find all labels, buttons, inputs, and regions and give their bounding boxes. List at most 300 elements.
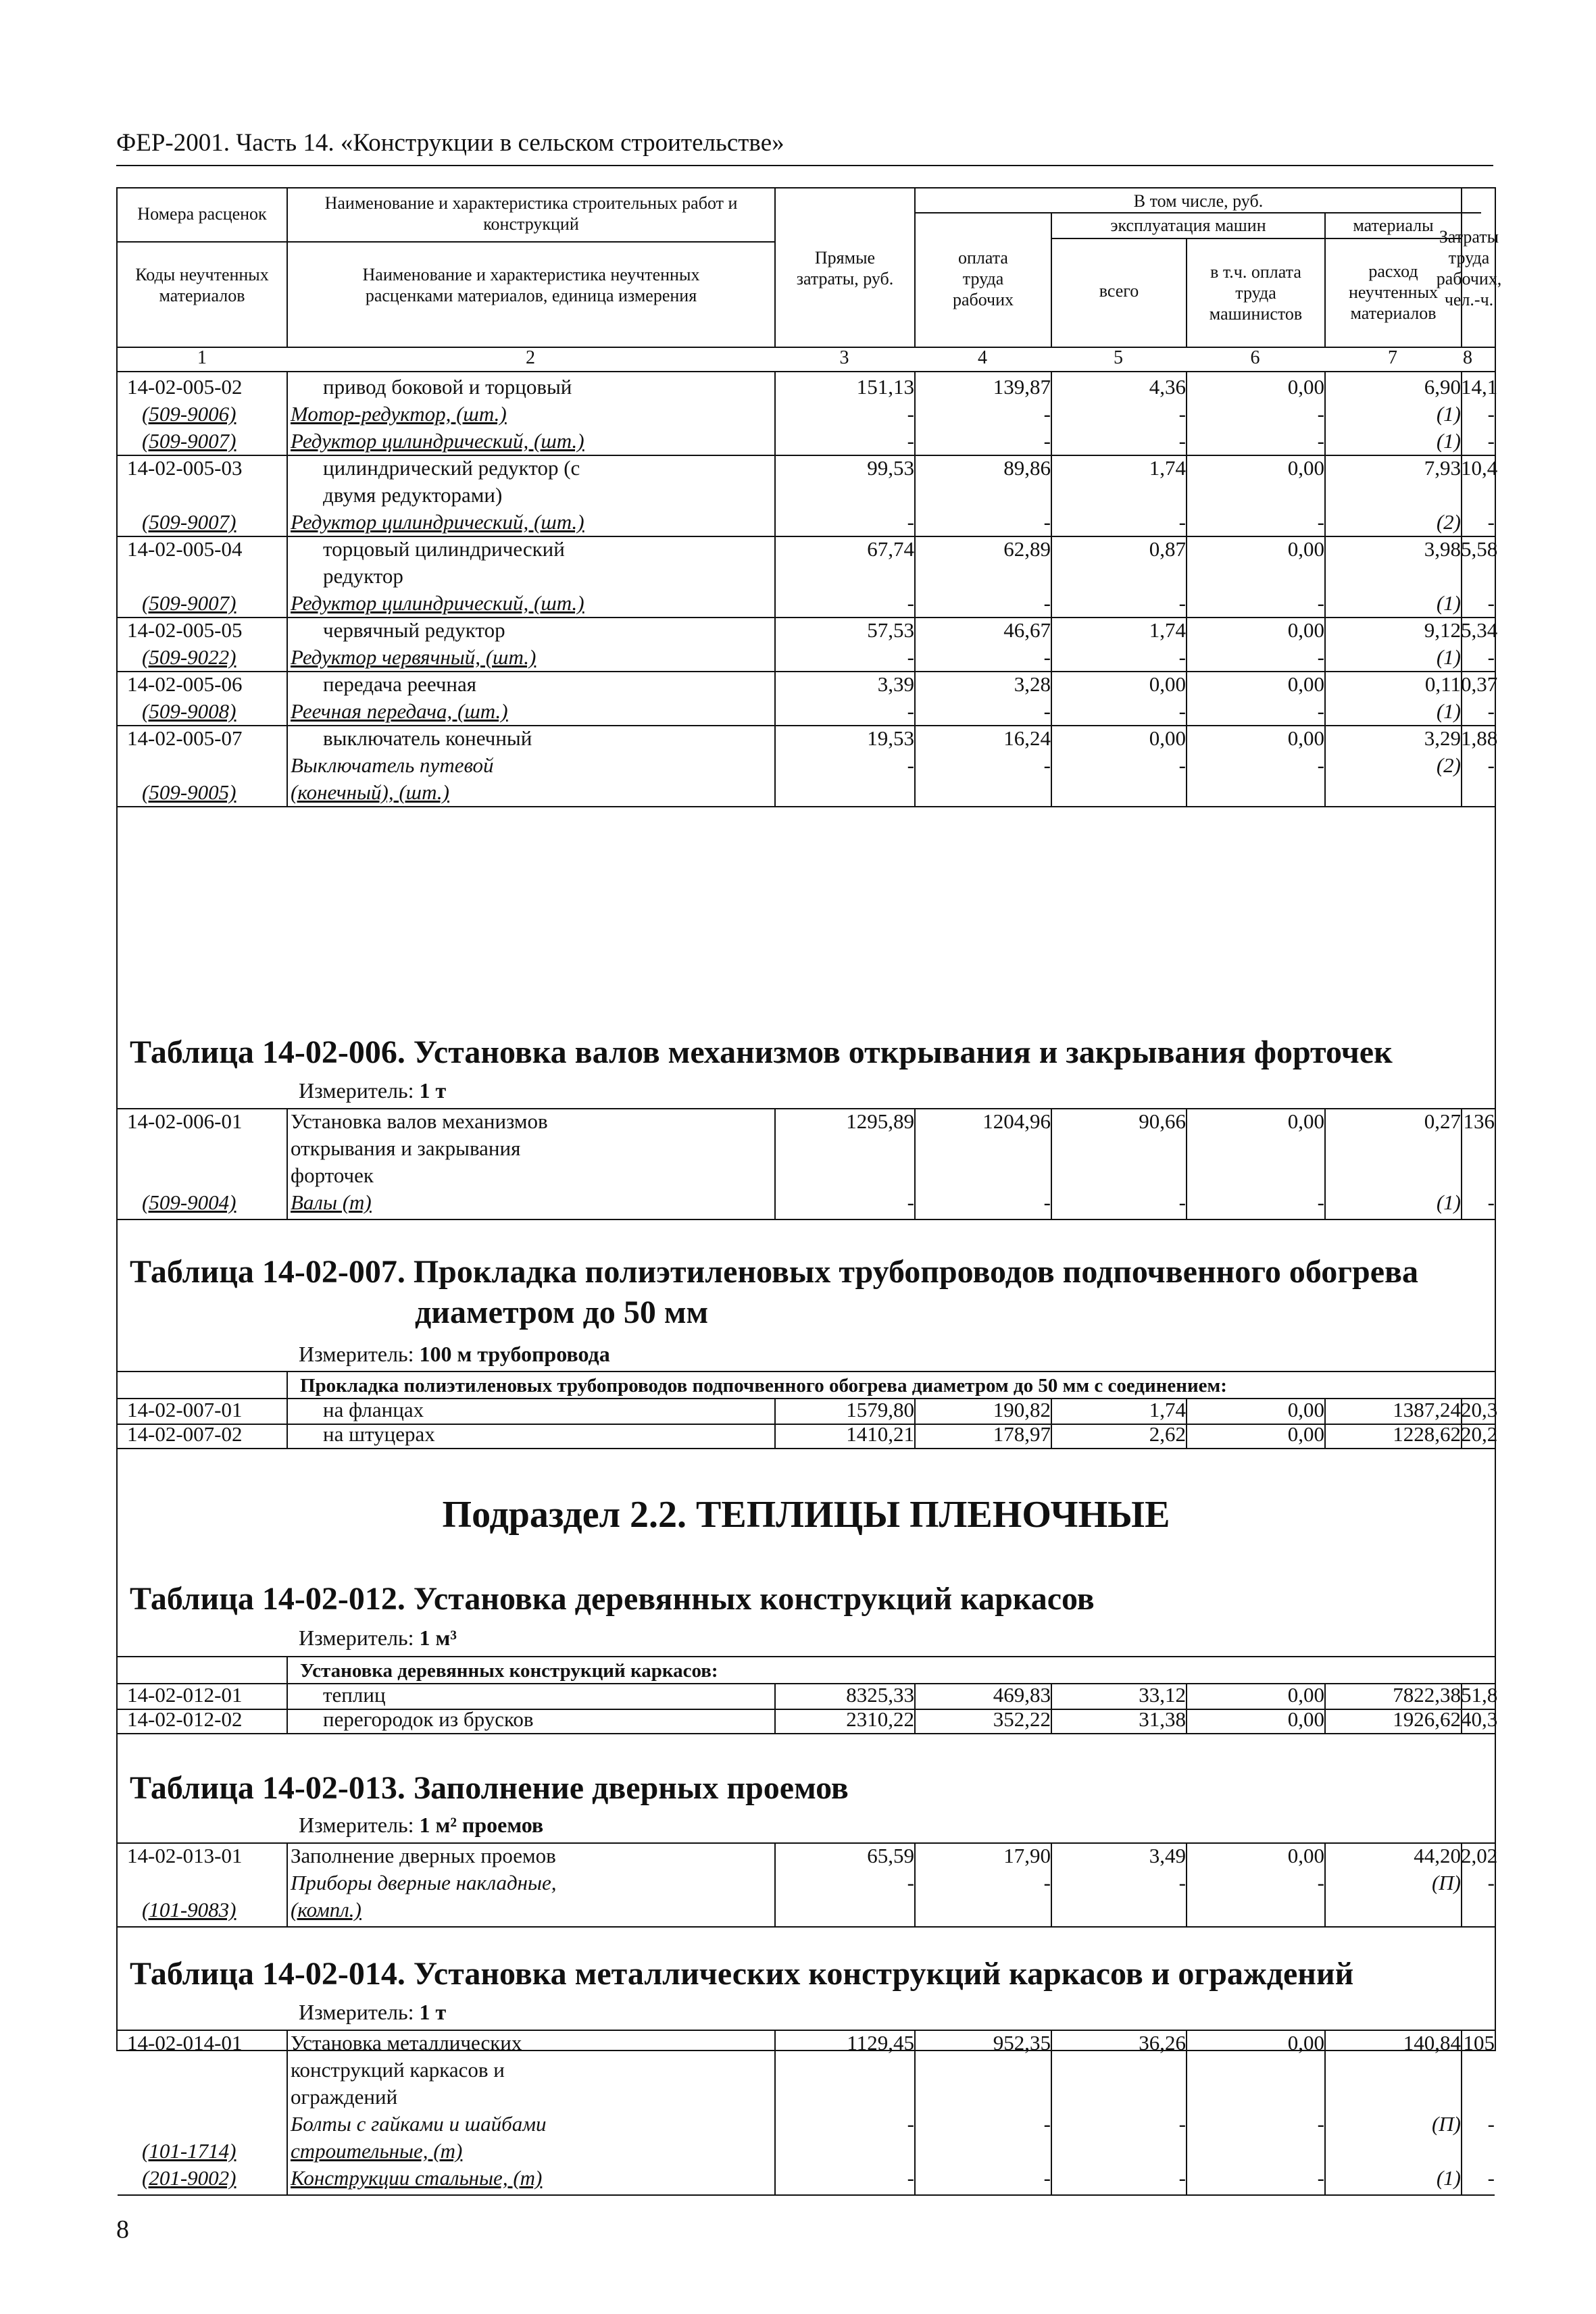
column-rule: [1324, 1684, 1326, 1733]
value-cell: 19,53: [867, 726, 914, 750]
work-name: привод боковой и торцовый: [323, 375, 572, 399]
column-rule: [774, 1108, 776, 1219]
column-rule: [1461, 1108, 1462, 1219]
material-name: (компл.): [291, 1898, 361, 1921]
row-rule: [118, 1448, 1495, 1449]
table-013-title: Таблица 14-02-013. Заполнение дверных проемов: [130, 1770, 849, 1806]
value-cell: 136: [1463, 1109, 1495, 1133]
work-name: форточек: [291, 1163, 374, 1187]
table-014-meter: [299, 2000, 446, 2025]
value-cell: 1295,89: [846, 1109, 914, 1133]
material-code: (509-9008): [142, 699, 236, 723]
material-code: (509-9004): [142, 1190, 236, 1214]
row-rule: [118, 2194, 1495, 2196]
column-rule: [286, 1108, 288, 1219]
header-machines: эксплуатация машин: [1110, 215, 1266, 235]
value-cell: (1): [1436, 1190, 1461, 1214]
value-cell: 36,26: [1139, 2031, 1186, 2055]
column-rule: [1461, 1399, 1462, 1448]
column-number: 5: [1114, 347, 1123, 368]
value-cell: -: [1317, 753, 1324, 777]
column-rule: [914, 1108, 916, 1219]
column-rule: [774, 1684, 776, 1733]
rate-code: 14-02-013-01: [127, 1844, 243, 1867]
work-name: на фланцах: [323, 1398, 424, 1422]
value-cell: 1,74: [1149, 456, 1186, 480]
value-cell: 352,22: [993, 1707, 1051, 1731]
column-rule: [1051, 1684, 1052, 1733]
meter-label: Измеритель:: [299, 1813, 414, 1837]
header-including: В том числе, руб.: [1133, 191, 1264, 211]
table-014-title: Таблица 14-02-014. Установка металлических конструкций каркасов и ограждений: [130, 1956, 1354, 1992]
value-cell: 1387,24: [1393, 1398, 1461, 1422]
value-cell: 0,00: [1287, 1844, 1324, 1867]
header-machinist-pay: в т.ч. оплата труда машинистов: [1209, 261, 1303, 324]
value-cell: 1228,62: [1393, 1422, 1461, 1446]
row-rule: [118, 1926, 1495, 1928]
value-cell: 0,87: [1149, 537, 1186, 561]
column-rule: [286, 2030, 288, 2194]
material-name: Редуктор цилиндрический, (шт.): [291, 510, 584, 534]
material-name: Валы (т): [291, 1190, 372, 1214]
value-cell: 5,58: [1461, 537, 1498, 561]
rate-code: 14-02-005-04: [127, 537, 243, 561]
value-cell: -: [1317, 429, 1324, 453]
value-cell: 0,00: [1287, 1398, 1324, 1422]
value-cell: 1129,45: [847, 2031, 914, 2055]
value-cell: 469,83: [993, 1683, 1051, 1707]
value-cell: 20,3: [1461, 1398, 1498, 1422]
column-number: 3: [839, 347, 849, 368]
value-cell: 57,53: [867, 618, 914, 642]
header-direct-costs: Прямые затраты, руб.: [796, 248, 894, 288]
work-name: цилиндрический редуктор (с: [323, 456, 580, 480]
value-cell: 89,86: [1003, 456, 1051, 480]
header-material-name: Наименование и характеристика неучтенных расценками материалов, единица измерения: [362, 265, 700, 305]
column-rule: [1324, 1399, 1326, 1448]
value-cell: 190,82: [993, 1398, 1051, 1422]
value-cell: -: [1317, 1190, 1324, 1214]
value-cell: 3,98: [1424, 537, 1461, 561]
table-end-rule: [118, 806, 1495, 807]
header-materials: материалы: [1353, 215, 1434, 235]
column-rule: [914, 1399, 916, 1448]
value-cell: 1,74: [1149, 618, 1186, 642]
value-cell: (1): [1436, 699, 1461, 723]
value-cell: -: [1043, 2112, 1051, 2136]
column-number: 6: [1250, 347, 1260, 368]
value-cell: 14,1: [1461, 375, 1498, 399]
work-name: выключатель конечный: [323, 726, 532, 750]
column-rule: [914, 1684, 916, 1733]
value-cell: -: [1317, 402, 1324, 426]
material-code: (201-9002): [142, 2166, 236, 2190]
work-name: открывания и закрывания: [291, 1136, 521, 1160]
value-cell: 1410,21: [846, 1422, 914, 1446]
value-cell: 7822,38: [1393, 1683, 1461, 1707]
value-cell: -: [907, 1871, 914, 1894]
value-cell: 0,00: [1149, 726, 1186, 750]
value-cell: -: [1178, 2166, 1186, 2190]
value-cell: -: [907, 753, 914, 777]
material-name: Выключатель путевой: [291, 753, 494, 777]
column-rule: [1461, 1684, 1462, 1733]
value-cell: 4,36: [1149, 375, 1186, 399]
value-cell: -: [1487, 645, 1495, 669]
value-cell: -: [1317, 2112, 1324, 2136]
value-cell: -: [1178, 510, 1186, 534]
rate-code: 14-02-012-01: [127, 1683, 243, 1707]
value-cell: -: [1178, 1871, 1186, 1894]
column-rule: [774, 1842, 776, 1926]
material-name: Редуктор червячный, (шт.): [291, 645, 537, 669]
value-cell: 0,00: [1149, 672, 1186, 696]
meter-label: Измеритель:: [299, 1626, 414, 1650]
header-rule: [116, 165, 1493, 166]
value-cell: (2): [1436, 753, 1461, 777]
meter-label: Измеритель:: [299, 2000, 414, 2024]
value-cell: (1): [1436, 645, 1461, 669]
column-rule: [1461, 371, 1462, 806]
rate-code: 14-02-006-01: [127, 1109, 243, 1133]
value-cell: 16,24: [1003, 726, 1051, 750]
work-name: двумя редукторами): [323, 483, 503, 507]
table-012-meter: [299, 1626, 457, 1651]
group-heading: Прокладка полиэтиленовых трубопроводов подпочвенного обогрева диаметром до 50 мм с соединением:: [300, 1375, 1227, 1397]
value-cell: 0,00: [1287, 537, 1324, 561]
meter-value: 1 м² проемов: [419, 1813, 544, 1837]
column-rule: [1051, 1399, 1052, 1448]
column-rule: [914, 1842, 916, 1926]
value-cell: 8325,33: [846, 1683, 914, 1707]
meter-label: Измеритель:: [299, 1342, 414, 1366]
value-cell: -: [907, 591, 914, 615]
value-cell: -: [1487, 699, 1495, 723]
value-cell: -: [1178, 402, 1186, 426]
material-code: (101-1714): [142, 2139, 236, 2163]
value-cell: -: [1317, 1871, 1324, 1894]
rate-code: 14-02-005-02: [127, 375, 243, 399]
value-cell: -: [1487, 2112, 1495, 2136]
value-cell: -: [907, 1190, 914, 1214]
value-cell: -: [1317, 645, 1324, 669]
column-rule: [1051, 371, 1052, 806]
value-cell: -: [1487, 1190, 1495, 1214]
column-rule: [1186, 1108, 1187, 1219]
value-cell: 2,02: [1461, 1844, 1498, 1867]
row-rule: [118, 1733, 1495, 1734]
rate-code: 14-02-005-05: [127, 618, 243, 642]
value-cell: 7,93: [1424, 456, 1461, 480]
value-cell: 2,62: [1149, 1422, 1186, 1446]
value-cell: (П): [1431, 1871, 1461, 1894]
column-rule: [1324, 371, 1326, 806]
value-cell: 51,8: [1461, 1683, 1498, 1707]
value-cell: 65,59: [867, 1844, 914, 1867]
value-cell: 0,00: [1287, 1109, 1324, 1133]
material-code: (509-9022): [142, 645, 236, 669]
column-rule: [1186, 371, 1187, 806]
material-code: (509-9006): [142, 402, 236, 426]
value-cell: -: [1043, 402, 1051, 426]
table-012-title: Таблица 14-02-012. Установка деревянных конструкций каркасов: [130, 1581, 1095, 1617]
value-cell: 67,74: [867, 537, 914, 561]
material-code: (101-9083): [142, 1898, 236, 1921]
value-cell: -: [1487, 1871, 1495, 1894]
value-cell: -: [1178, 645, 1186, 669]
value-cell: 6,90: [1424, 375, 1461, 399]
material-name: (конечный), (шт.): [291, 780, 449, 804]
value-cell: 17,90: [1003, 1844, 1051, 1867]
header-unaccounted-materials: расход неучтенных материалов: [1348, 261, 1439, 323]
value-cell: 0,00: [1287, 672, 1324, 696]
value-cell: 3,49: [1149, 1844, 1186, 1867]
value-cell: (П): [1431, 2112, 1461, 2136]
material-name: Редуктор цилиндрический, (шт.): [291, 429, 584, 453]
material-code: (509-9007): [142, 510, 236, 534]
value-cell: 99,53: [867, 456, 914, 480]
header-material-codes: Коды неучтенных материалов: [135, 265, 269, 305]
value-cell: 151,13: [856, 375, 914, 399]
number-row-rule: [118, 371, 1495, 372]
value-cell: 1579,80: [846, 1398, 914, 1422]
value-cell: -: [1043, 429, 1051, 453]
table-006-title: Таблица 14-02-006. Установка валов механизмов открывания и закрывания форточек: [130, 1034, 1393, 1070]
value-cell: 20,2: [1461, 1422, 1498, 1446]
row-rule: [118, 1219, 1495, 1220]
header-machines-total: всего: [1099, 280, 1139, 301]
value-cell: 33,12: [1139, 1683, 1186, 1707]
group-heading: Установка деревянных конструкций каркасов:: [300, 1660, 718, 1682]
page-header: ФЕР-2001. Часть 14. «Конструкции в сельском строительстве»: [116, 129, 784, 157]
value-cell: -: [907, 2166, 914, 2190]
header-rate-numbers: Номера расценок: [137, 203, 267, 224]
value-cell: 1,74: [1149, 1398, 1186, 1422]
value-cell: -: [1317, 510, 1324, 534]
value-cell: -: [907, 645, 914, 669]
value-cell: 0,00: [1287, 726, 1324, 750]
value-cell: 44,20: [1414, 1844, 1461, 1867]
value-cell: 0,00: [1287, 1683, 1324, 1707]
column-rule: [1186, 1842, 1187, 1926]
meter-value: 1 т: [419, 2000, 447, 2024]
material-name: строительные, (т): [291, 2139, 463, 2163]
value-cell: 0,00: [1287, 1422, 1324, 1446]
work-name: Установка металлических: [291, 2031, 522, 2055]
material-name: Реечная передача, (шт.): [291, 699, 508, 723]
material-code: (509-9007): [142, 429, 236, 453]
header-work-name: Наименование и характеристика строительных работ и конструкций: [324, 193, 738, 234]
value-cell: 3,29: [1424, 726, 1461, 750]
value-cell: 3,28: [1014, 672, 1051, 696]
value-cell: -: [907, 402, 914, 426]
value-cell: -: [1178, 591, 1186, 615]
value-cell: -: [1043, 645, 1051, 669]
value-cell: 1,88: [1461, 726, 1498, 750]
value-cell: (1): [1436, 402, 1461, 426]
value-cell: 62,89: [1003, 537, 1051, 561]
value-cell: 0,00: [1287, 618, 1324, 642]
column-rule: [1461, 2030, 1462, 2194]
material-name: Приборы дверные накладные,: [291, 1871, 557, 1894]
rate-code: 14-02-014-01: [127, 2031, 243, 2055]
meter-value: 1 т: [419, 1078, 447, 1103]
value-cell: -: [1178, 1190, 1186, 1214]
work-name: ограждений: [291, 2085, 398, 2109]
column-rule: [1324, 1108, 1326, 1219]
value-cell: 0,37: [1461, 672, 1498, 696]
column-number: 2: [526, 347, 535, 368]
column-rule: [1461, 1842, 1462, 1926]
column-number: 8: [1463, 347, 1472, 368]
value-cell: -: [1487, 510, 1495, 534]
header-worker-pay: оплата труда рабочих: [952, 247, 1014, 309]
value-cell: 952,35: [993, 2031, 1051, 2055]
value-cell: (2): [1436, 510, 1461, 534]
work-name: на штуцерах: [323, 1422, 435, 1446]
subsection-title: Подраздел 2.2. ТЕПЛИЦЫ ПЛЕНОЧНЫЕ: [442, 1494, 1170, 1536]
meter-value: 100 м трубопровода: [419, 1342, 610, 1366]
value-cell: -: [1178, 753, 1186, 777]
value-cell: -: [1487, 429, 1495, 453]
column-rule: [286, 371, 288, 806]
meter-value: 1 м³: [419, 1626, 457, 1650]
value-cell: -: [1043, 591, 1051, 615]
value-cell: -: [1487, 753, 1495, 777]
value-cell: -: [1043, 510, 1051, 534]
column-rule: [1186, 2030, 1187, 2194]
column-rule: [914, 2030, 916, 2194]
column-number: 4: [978, 347, 987, 368]
column-header: [118, 187, 1502, 345]
value-cell: 1926,62: [1393, 1707, 1461, 1731]
value-cell: -: [1487, 402, 1495, 426]
work-name: торцовый цилиндрический: [323, 537, 565, 561]
column-rule: [1051, 1842, 1052, 1926]
value-cell: -: [907, 429, 914, 453]
value-cell: 40,3: [1461, 1707, 1498, 1731]
page-number: 8: [116, 2215, 129, 2244]
value-cell: 9,12: [1424, 618, 1461, 642]
value-cell: 178,97: [993, 1422, 1051, 1446]
value-cell: 140,84: [1403, 2031, 1461, 2055]
value-cell: 139,87: [993, 375, 1051, 399]
column-number: 1: [197, 347, 207, 368]
value-cell: 0,00: [1287, 375, 1324, 399]
column-rule: [1324, 2030, 1326, 2194]
value-cell: 0,00: [1287, 2031, 1324, 2055]
value-cell: (1): [1436, 2166, 1461, 2190]
material-code: (509-9007): [142, 591, 236, 615]
value-cell: -: [1043, 1190, 1051, 1214]
value-cell: -: [1317, 699, 1324, 723]
table-007-title-line1: Таблица 14-02-007. Прокладка полиэтиленовых трубопроводов подпочвенного обогрева: [130, 1254, 1418, 1290]
material-name: Редуктор цилиндрический, (шт.): [291, 591, 584, 615]
value-cell: 10,4: [1461, 456, 1498, 480]
value-cell: -: [1178, 429, 1186, 453]
value-cell: 90,66: [1139, 1109, 1186, 1133]
column-rule: [286, 1371, 288, 1448]
rate-code: 14-02-005-07: [127, 726, 243, 750]
value-cell: 0,00: [1287, 456, 1324, 480]
value-cell: 1204,96: [982, 1109, 1051, 1133]
document-frame: [116, 187, 1502, 2190]
rate-code: 14-02-005-06: [127, 672, 243, 696]
column-rule: [774, 371, 776, 806]
value-cell: (1): [1436, 591, 1461, 615]
value-cell: -: [907, 510, 914, 534]
value-cell: -: [907, 2112, 914, 2136]
value-cell: -: [1178, 699, 1186, 723]
table-006-meter: [299, 1078, 446, 1103]
table-013-meter: [299, 1813, 543, 1838]
meter-label: Измеритель:: [299, 1078, 414, 1103]
column-rule: [1324, 1842, 1326, 1926]
value-cell: -: [1178, 2112, 1186, 2136]
work-name: передача реечная: [323, 672, 477, 696]
value-cell: 31,38: [1139, 1707, 1186, 1731]
column-rule: [774, 2030, 776, 2194]
value-cell: 2310,22: [846, 1707, 914, 1731]
value-cell: -: [1043, 753, 1051, 777]
value-cell: -: [907, 699, 914, 723]
work-name: редуктор: [323, 564, 403, 588]
value-cell: -: [1487, 591, 1495, 615]
column-rule: [286, 1842, 288, 1926]
material-name: Мотор-редуктор, (шт.): [291, 402, 507, 426]
column-rule: [1186, 1399, 1187, 1448]
material-name: Болты с гайками и шайбами: [291, 2112, 547, 2136]
value-cell: -: [1317, 591, 1324, 615]
value-cell: -: [1043, 699, 1051, 723]
material-name: Конструкции стальные, (т): [291, 2166, 543, 2190]
work-name: червячный редуктор: [323, 618, 505, 642]
value-cell: -: [1317, 2166, 1324, 2190]
column-rule: [286, 1656, 288, 1733]
value-cell: 0,27: [1424, 1109, 1461, 1133]
value-cell: -: [1487, 2166, 1495, 2190]
value-cell: (1): [1436, 429, 1461, 453]
value-cell: -: [1043, 2166, 1051, 2190]
work-name: теплиц: [323, 1683, 386, 1707]
work-name: Заполнение дверных проемов: [291, 1844, 556, 1867]
material-code: (509-9005): [142, 780, 236, 804]
value-cell: 3,39: [877, 672, 914, 696]
rate-code: 14-02-005-03: [127, 456, 243, 480]
column-rule: [1051, 1108, 1052, 1219]
work-name: конструкций каркасов и: [291, 2058, 505, 2082]
value-cell: 105: [1463, 2031, 1495, 2055]
value-cell: 0,00: [1287, 1707, 1324, 1731]
header-labor: Затраты труда рабочих, чел.-ч.: [1436, 227, 1502, 309]
column-rule: [1051, 2030, 1052, 2194]
value-cell: 46,67: [1003, 618, 1051, 642]
value-cell: -: [1043, 1871, 1051, 1894]
rate-code: 14-02-007-01: [127, 1398, 243, 1422]
table-007-meter: [299, 1342, 610, 1367]
value-cell: 0,11: [1424, 672, 1461, 696]
table-007-title-line2: диаметром до 50 мм: [415, 1294, 709, 1330]
rate-code: 14-02-012-02: [127, 1707, 243, 1731]
work-name: перегородок из брусков: [323, 1707, 534, 1731]
column-rule: [914, 371, 916, 806]
work-name: Установка валов механизмов: [291, 1109, 548, 1133]
column-rule: [1186, 1684, 1187, 1733]
value-cell: 5,34: [1461, 618, 1498, 642]
column-rule: [774, 1399, 776, 1448]
rate-code: 14-02-007-02: [127, 1422, 243, 1446]
column-number: 7: [1388, 347, 1397, 368]
